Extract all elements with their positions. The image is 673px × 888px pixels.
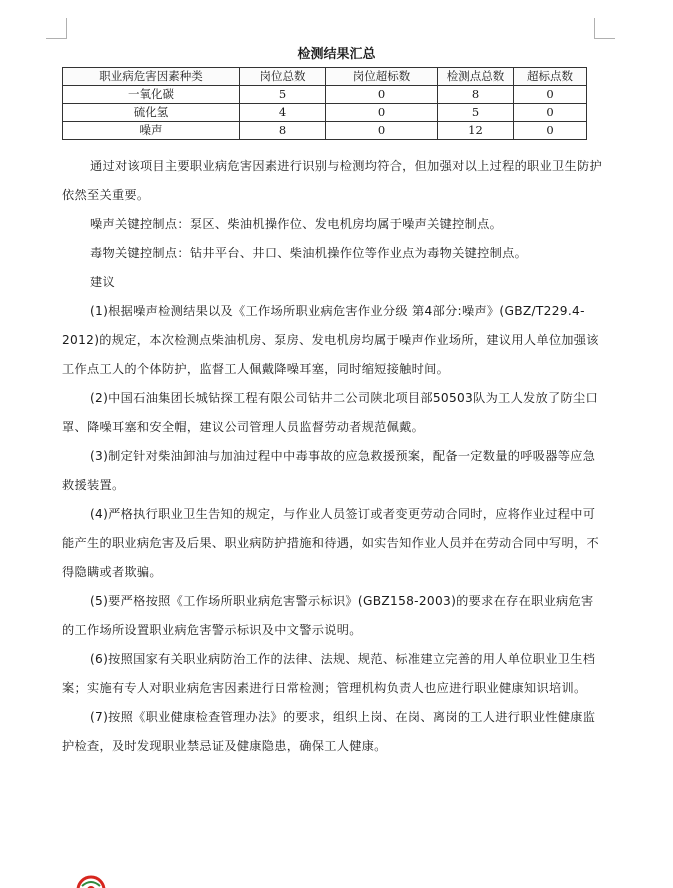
table-cell: 0	[326, 86, 438, 104]
table-cell: 0	[326, 104, 438, 122]
table-row	[63, 104, 587, 122]
company-logo-icon	[74, 874, 108, 888]
page-corner-mark-top-right	[594, 18, 615, 39]
page-title: 检测结果汇总	[297, 47, 376, 62]
paragraph-summary: 通过对该项目主要职业病危害因素进行识别与检测均符合，但加强对以上过程的职业卫生防护依然至关重要。	[62, 159, 602, 202]
table-cell: 8	[438, 86, 514, 104]
recommendation-item: (4)严格执行职业卫生告知的规定，与作业人员签订或者变更劳动合同时，应将作业过程中可能产生的职业病危害及后果、职业病防护措施和待遇，如实告知作业人员并在劳动合同中写明，不得隐瞒或者欺骗。	[62, 507, 599, 579]
table-row	[63, 122, 587, 140]
table-cell: 5	[438, 104, 514, 122]
table-header-cell: 岗位总数	[240, 68, 326, 86]
page-corner-mark-top-left	[46, 18, 67, 39]
paragraph-noise-control-points: 噪声关键控制点：泵区、柴油机操作位、发电机房均属于噪声关键控制点。	[90, 217, 503, 231]
table-cell: 一氧化碳	[63, 86, 240, 104]
results-summary-table	[62, 67, 587, 140]
table-header-cell: 职业病危害因素种类	[63, 68, 240, 86]
table-header-cell: 岗位超标数	[326, 68, 438, 86]
table-header-cell: 检测点总数	[438, 68, 514, 86]
table-row	[63, 86, 587, 104]
table-cell: 0	[326, 122, 438, 140]
table-cell: 12	[438, 122, 514, 140]
table-cell: 0	[514, 104, 587, 122]
table-cell: 0	[514, 86, 587, 104]
recommendation-item: (3)制定针对柴油卸油与加油过程中中毒事故的应急救援预案，配备一定数量的呼吸器等应急救援装置。	[62, 449, 596, 492]
section-heading-recommendations: 建议	[90, 275, 115, 289]
table-cell: 4	[240, 104, 326, 122]
paragraph-toxic-control-points: 毒物关键控制点：钻井平台、井口、柴油机操作位等作业点为毒物关键控制点。	[90, 246, 528, 260]
recommendation-item: (5)要严格按照《工作场所职业病危害警示标识》(GBZ158-2003)的要求在存在职业病危害的工作场所设置职业病危害警示标识及中文警示说明。	[62, 594, 594, 637]
table-header-cell: 超标点数	[514, 68, 587, 86]
table-cell: 噪声	[63, 122, 240, 140]
table-header-row	[63, 68, 587, 86]
table-cell: 硫化氢	[63, 104, 240, 122]
recommendation-item: (2)中国石油集团长城钻探工程有限公司钻井二公司陕北项目部50503队为工人发放了防尘口罩、降噪耳塞和安全帽，建议公司管理人员监督劳动者规范佩戴。	[62, 391, 598, 434]
table-cell: 8	[240, 122, 326, 140]
table-cell: 5	[240, 86, 326, 104]
recommendation-item: (1)根据噪声检测结果以及《工作场所职业病危害作业分级 第4部分:噪声》(GBZ/T229.4-2012)的规定，本次检测点柴油机房、泵房、发电机房均属于噪声作业场所，建议用人单位加强该工作点工人的个体防护，监督工人佩戴降噪耳塞，同时缩短接触时间。	[62, 304, 599, 376]
table-cell: 0	[514, 122, 587, 140]
recommendation-item: (7)按照《职业健康检查管理办法》的要求，组织上岗、在岗、离岗的工人进行职业性健康监护检查，及时发现职业禁忌证及健康隐患，确保工人健康。	[62, 710, 596, 753]
recommendation-item: (6)按照国家有关职业病防治工作的法律、法规、规范、标准建立完善的用人单位职业卫生档案；实施有专人对职业病危害因素进行日常检测；管理机构负责人也应进行职业健康知识培训。	[62, 652, 596, 695]
document-body	[62, 152, 602, 761]
